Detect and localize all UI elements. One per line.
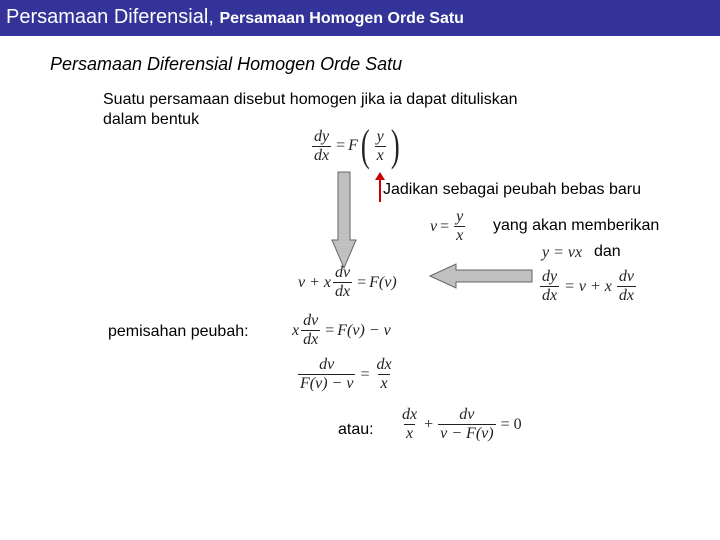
- numerator: dv: [335, 264, 351, 281]
- page-title: [6, 6, 464, 29]
- denominator: F(v) − v: [300, 375, 354, 392]
- denominator: dx: [314, 146, 330, 164]
- equals-sign: =: [440, 217, 450, 235]
- fraction-y-x: [454, 208, 465, 245]
- rhs-Fv: F(v): [369, 273, 397, 291]
- denominator: v − F(v): [440, 425, 494, 442]
- numerator: dx: [402, 406, 418, 423]
- numerator: dv: [459, 406, 475, 423]
- numerator: dy: [542, 268, 558, 285]
- and-note: dan: [594, 243, 621, 260]
- denominator: x: [380, 375, 388, 392]
- rhs-v-plus-x: = v + x: [564, 277, 612, 295]
- denominator: x: [376, 146, 384, 164]
- equals-sign: =: [357, 273, 367, 291]
- title-main: Persamaan Diferensial,: [6, 6, 214, 28]
- right-paren: ): [390, 121, 400, 170]
- equation-homogeneous-form: [310, 121, 402, 170]
- var-x: x: [292, 321, 300, 339]
- numerator: dy: [314, 127, 330, 145]
- equals-zero: = 0: [500, 415, 522, 433]
- separation-note: pemisahan peubah:: [108, 323, 249, 340]
- denominator: x: [406, 425, 414, 442]
- grey-arrow-left: [430, 264, 532, 288]
- numerator: y: [456, 208, 464, 225]
- numerator: y: [376, 127, 384, 145]
- gives-note: yang akan memberikan: [493, 217, 660, 234]
- denominator: x: [456, 227, 464, 244]
- equation-y-vx: y = vx: [542, 244, 583, 261]
- denominator: dx: [618, 287, 635, 304]
- numerator: dx: [376, 356, 392, 373]
- denominator: dx: [303, 331, 319, 348]
- function-F: F: [348, 137, 358, 154]
- intro-line-1: Suatu persamaan disebut homogen jika ia dapat dituliskan: [103, 91, 518, 108]
- fraction-y-x: [375, 128, 386, 165]
- grey-arrow-down: [332, 172, 356, 268]
- title-sub: Persamaan Homogen Orde Satu: [219, 10, 464, 27]
- equals-sign: =: [336, 137, 346, 154]
- title-bar: [0, 0, 720, 36]
- lhs-v-plus-x: v + x: [298, 273, 331, 291]
- plus-sign: +: [424, 415, 434, 433]
- equation-separated-form: [292, 312, 391, 349]
- numerator: dv: [618, 268, 635, 285]
- fraction-dy-dx: [540, 268, 559, 305]
- rhs-Fv-minus-v: F(v) − v: [337, 321, 391, 339]
- section-heading: Persamaan Diferensial Homogen Orde Satu: [50, 54, 403, 74]
- substitution-note: Jadikan sebagai peubah bebas baru: [383, 181, 641, 198]
- fraction-dv-over-Fv-minus-v: [298, 356, 355, 393]
- fraction-dv-over-v-minus-Fv: [438, 406, 495, 443]
- equation-final: [398, 406, 525, 443]
- fraction-dv-dx: [333, 264, 352, 301]
- var-v: v: [430, 217, 438, 235]
- fraction-dv-dx: [617, 268, 636, 305]
- fraction-dv-dx: [301, 312, 320, 349]
- denominator: dx: [542, 287, 558, 304]
- or-note: atau:: [338, 421, 374, 438]
- left-paren: (: [360, 121, 370, 170]
- fraction-dx-x: [374, 356, 393, 393]
- numerator: dv: [303, 312, 319, 329]
- equals-sign: =: [360, 365, 370, 383]
- fraction-dx-x: [400, 406, 419, 443]
- equals-sign: =: [325, 321, 335, 339]
- equation-v-definition: [430, 208, 467, 245]
- denominator: dx: [335, 283, 351, 300]
- fraction-dy-dx: [312, 128, 331, 165]
- equation-derivative-substitution: [538, 268, 638, 305]
- numerator: dv: [319, 356, 335, 373]
- equation-separated-variables: [296, 356, 396, 393]
- equation-substituted: [298, 264, 397, 301]
- intro-line-2: dalam bentuk: [103, 111, 200, 128]
